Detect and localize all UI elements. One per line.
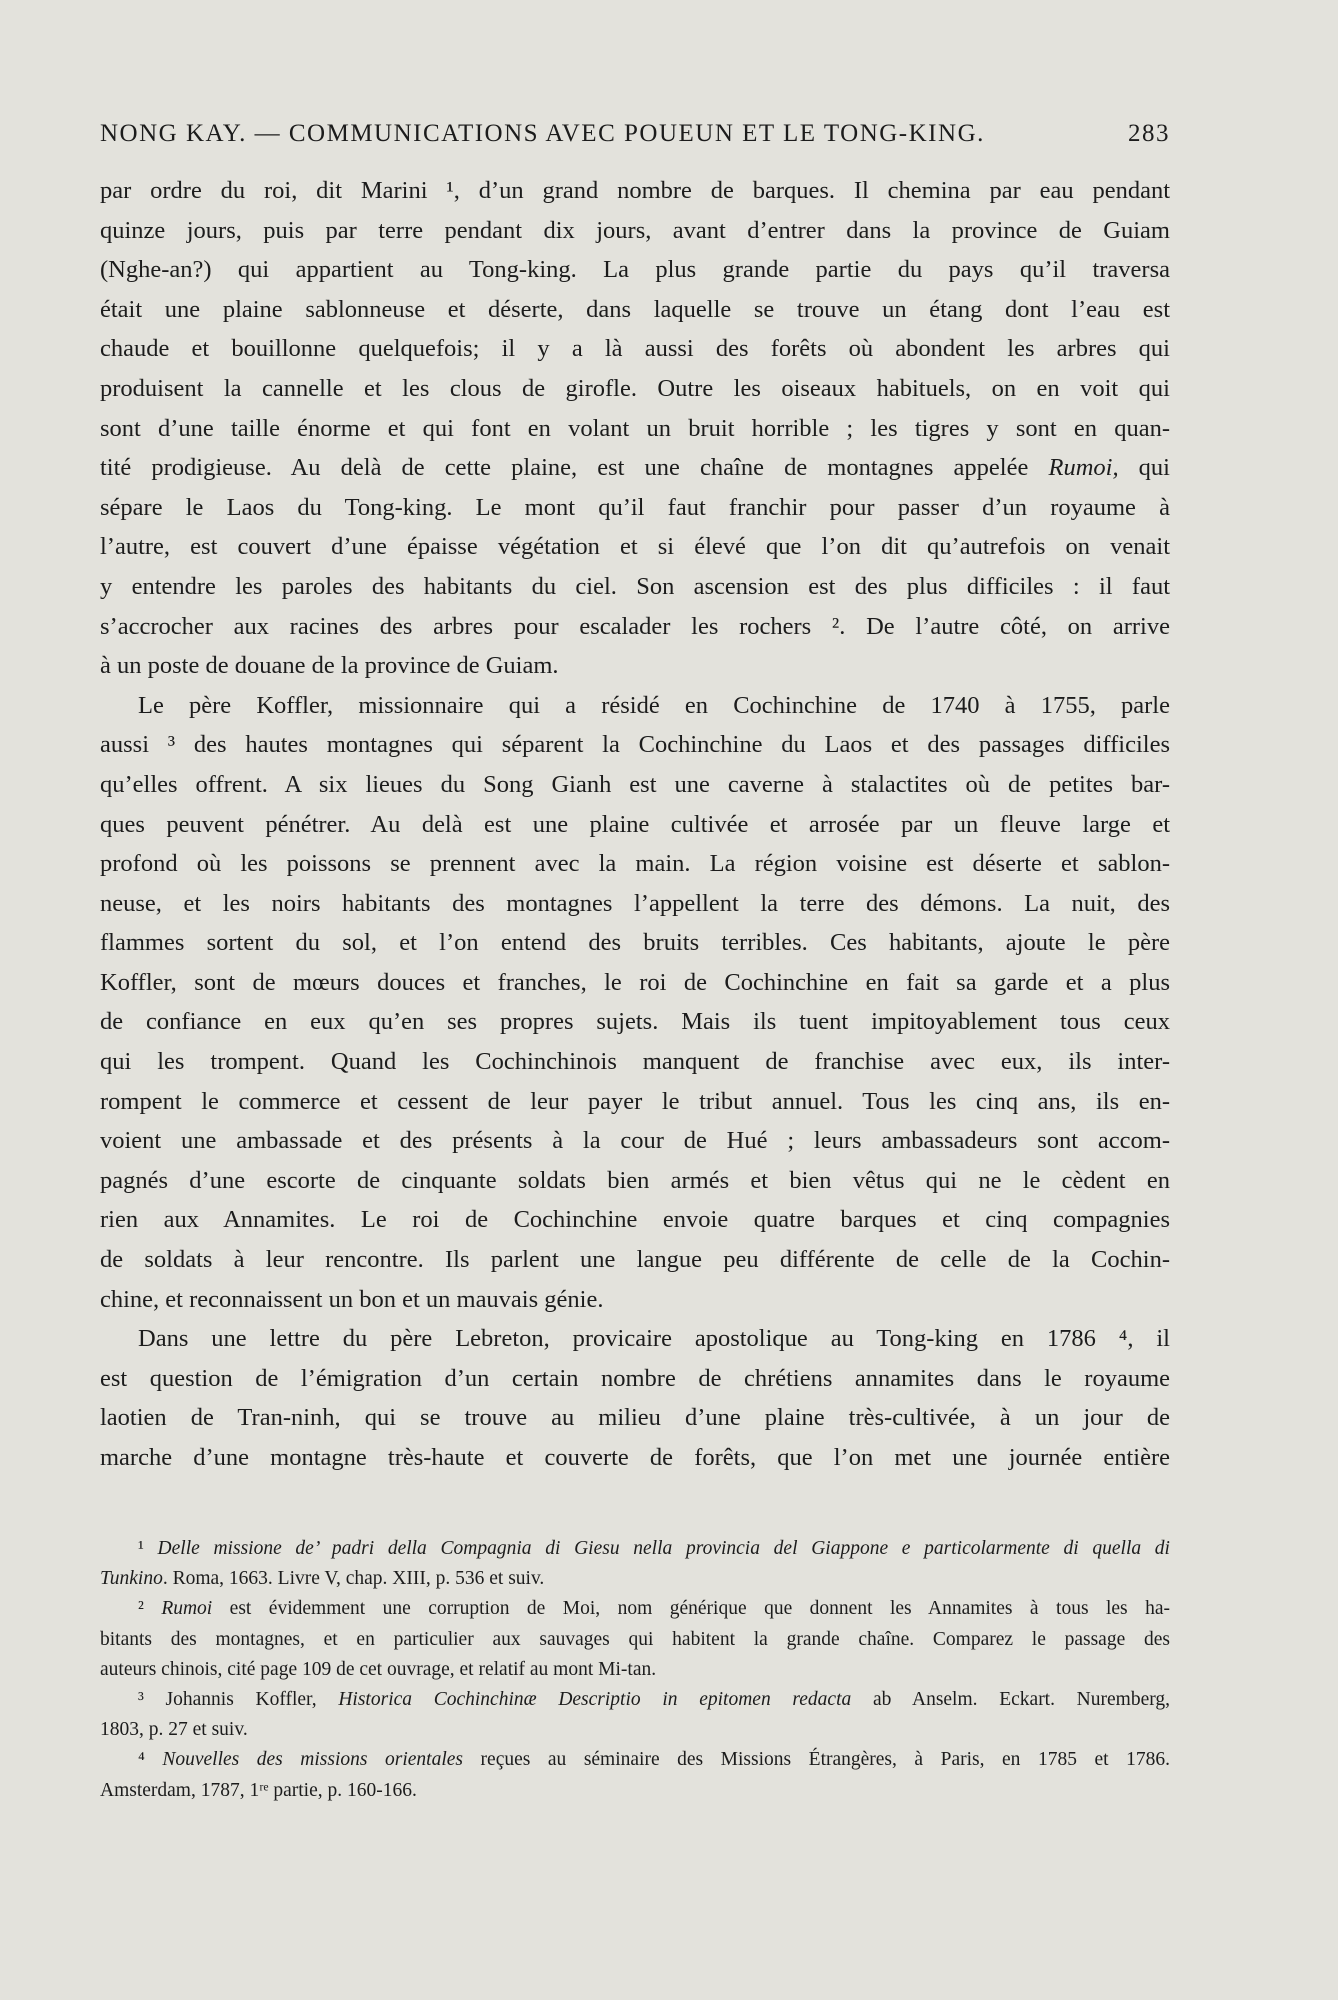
text-segment: à un poste de douane de la province de Guiam.	[100, 652, 559, 680]
italic-text: Rumoi,	[1048, 454, 1119, 482]
body-line	[100, 1398, 1170, 1438]
italic-text: Delle missione de’ padri della Compagnia di Giesu nella provincia del Giappone e particolarmente di quella di	[157, 1538, 1170, 1559]
italic-text: Nouvelles des missions orientales	[162, 1749, 464, 1771]
body-line	[100, 1359, 1170, 1399]
text-segment: 1803, p. 27 et suiv.	[100, 1719, 248, 1741]
body-line	[100, 211, 1170, 251]
body-line	[100, 250, 1170, 290]
text-segment: chine, et reconnaissent un bon et un mauvais génie.	[100, 1285, 604, 1313]
body-line	[100, 1042, 1170, 1082]
text-segment: . Roma, 1663. Livre V, chap. XIII, p. 536 et suiv.	[162, 1568, 545, 1590]
text-segment: est évidemment une corruption de Moi, nom générique que donnent les Annamites à tous les ha-	[212, 1598, 1170, 1620]
body-line	[100, 884, 1170, 924]
text-segment: Amsterdam, 1787, 1ʳᵉ partie, p. 160-166.	[100, 1779, 417, 1801]
running-header	[100, 114, 1170, 154]
body-line	[100, 963, 1170, 1003]
text-segment: chaude et bouillonne quelquefois; il y a là aussi des forêts où abondent les arbres qui	[100, 335, 1170, 363]
body-line	[100, 1319, 1170, 1359]
body-line	[100, 923, 1170, 963]
text-segment: profond où les poissons se prennent avec la main. La région voisine est déserte et sablon-	[100, 850, 1170, 878]
body-line	[100, 646, 1170, 686]
text-segment: pagnés d’une escorte de cinquante soldats bien armés et bien vêtus qui ne le cèdent en	[100, 1166, 1170, 1194]
footnote-paragraph	[100, 1685, 1170, 1745]
text-segment: rien aux Annamites. Le roi de Cochinchine envoie quatre barques et cinq compagnies	[100, 1206, 1170, 1234]
footnote-paragraph	[100, 1594, 1170, 1685]
text-segment: était une plaine sablonneuse et déserte, dans laquelle se trouve un étang dont l’eau est	[100, 295, 1170, 323]
page-number: 283	[1128, 120, 1170, 147]
text-segment: l’autre, est couvert d’une épaisse végétation et si élevé que l’on dit qu’autrefois on venait	[100, 533, 1170, 561]
text-segment: de soldats à leur rencontre. Ils parlent une langue peu différente de celle de la Cochin-	[100, 1246, 1170, 1274]
body-line	[100, 1200, 1170, 1240]
body-line	[100, 1002, 1170, 1042]
text-segment: ab Anselm. Eckart. Nuremberg,	[851, 1688, 1171, 1710]
text-segment: (Nghe-an?) qui appartient au Tong-king. La plus grande partie du pays qu’il traversa	[100, 256, 1170, 284]
text-segment: rompent le commerce et cessent de leur payer le tribut annuel. Tous les cinq ans, ils en-	[100, 1087, 1170, 1115]
body-paragraph	[100, 686, 1170, 1320]
italic-text: Historica Cochinchinæ Descriptio in epitomen redacta	[338, 1688, 852, 1710]
footnotes	[100, 1534, 1170, 1806]
text-segment: qu’elles offrent. A six lieues du Song Gianh est une caverne à stalactites où de petites bar-	[100, 770, 1170, 798]
italic-text: Tunkino	[100, 1568, 163, 1590]
text-segment: voient une ambassade et des présents à la cour de Hué ; leurs ambassadeurs sont accom-	[100, 1127, 1170, 1155]
body-paragraph	[100, 171, 1170, 686]
body-line	[100, 1082, 1170, 1122]
body-line	[100, 329, 1170, 369]
text-segment: auteurs chinois, cité page 109 de cet ouvrage, et relatif au mont Mi-tan.	[100, 1658, 657, 1680]
text-segment: sont d’une taille énorme et qui font en volant un bruit horrible ; les tigres y sont en quan-	[100, 414, 1170, 442]
text-segment: aussi ³ des hautes montagnes qui séparent la Cochinchine du Laos et des passages difficiles	[100, 731, 1170, 759]
text-segment: quinze jours, puis par terre pendant dix jours, avant d’entrer dans la province de Guiam	[100, 216, 1170, 244]
text-segment: Dans une lettre du père Lebreton, provicaire apostolique au Tong-king en 1786 ⁴, il	[138, 1325, 1170, 1353]
footnote-paragraph	[100, 1534, 1170, 1594]
body-line	[100, 1280, 1170, 1320]
body-line	[100, 488, 1170, 528]
text-segment: par ordre du roi, dit Marini ¹, d’un grand nombre de barques. Il chemina par eau pendant	[100, 177, 1170, 204]
text-segment: flammes sortent du sol, et l’on entend des bruits terribles. Ces habitants, ajoute le père	[100, 929, 1170, 957]
footnote-line	[100, 1594, 1170, 1624]
body-line	[100, 765, 1170, 805]
text-segment: est question de l’émigration d’un certain nombre de chrétiens annamites dans le royaume	[100, 1364, 1170, 1392]
text-segment: qui	[1118, 454, 1170, 482]
body-line	[100, 567, 1170, 607]
text-segment: ⁴	[138, 1749, 163, 1771]
text-segment: s’accrocher aux racines des arbres pour escalader les rochers ². De l’autre côté, on arrive	[100, 612, 1170, 640]
italic-text: Rumoi	[161, 1598, 213, 1620]
text-segment: Koffler, sont de mœurs douces et franches, le roi de Cochinchine en fait sa garde et a plus	[100, 968, 1170, 996]
body-line	[100, 527, 1170, 567]
text-segment: laotien de Tran-ninh, qui se trouve au milieu d’une plaine très-cultivée, à un jour de	[100, 1404, 1170, 1432]
text-segment: marche d’une montagne très-haute et couverte de forêts, que l’on met une journée entière	[100, 1444, 1170, 1471]
body-line	[100, 290, 1170, 330]
text-segment: reçues au séminaire des Missions Étrangères, à Paris, en 1785 et 1786.	[463, 1749, 1170, 1771]
footnote-line	[100, 1776, 1170, 1806]
text-segment: sépare le Laos du Tong-king. Le mont qu’il faut franchir pour passer d’un royaume à	[100, 493, 1170, 521]
body-line	[100, 171, 1170, 211]
footnote-line	[100, 1655, 1170, 1685]
body-line	[100, 369, 1170, 409]
footnote-line	[100, 1685, 1170, 1715]
footnote-line	[100, 1625, 1170, 1655]
text-segment: de confiance en eux qu’en ses propres sujets. Mais ils tuent impitoyablement tous ceux	[100, 1008, 1170, 1036]
text-segment: produisent la cannelle et les clous de girofle. Outre les oiseaux habituels, on en voit qui	[100, 374, 1170, 402]
body-line	[100, 409, 1170, 449]
footnote-line	[100, 1534, 1170, 1564]
body-paragraph	[100, 1319, 1170, 1477]
body-line	[100, 1121, 1170, 1161]
body-line	[100, 844, 1170, 884]
text-segment: Le père Koffler, missionnaire qui a résidé en Cochinchine de 1740 à 1755, parle	[138, 691, 1170, 719]
body-line	[100, 1161, 1170, 1201]
text-segment: ques peuvent pénétrer. Au delà est une plaine cultivée et arrosée par un fleuve large et	[100, 810, 1170, 838]
text-segment: y entendre les paroles des habitants du ciel. Son ascension est des plus difficiles : il faut	[100, 572, 1170, 600]
body-text	[100, 171, 1170, 1478]
running-title: NONG KAY. — COMMUNICATIONS AVEC POUEUN ET LE TONG-KING.	[100, 120, 985, 147]
text-segment: ¹	[138, 1538, 158, 1559]
body-line	[100, 1240, 1170, 1280]
text-segment: ²	[138, 1598, 162, 1620]
body-line	[100, 805, 1170, 845]
text-segment: neuse, et les noirs habitants des montagnes l’appellent la terre des démons. La nuit, des	[100, 889, 1170, 917]
footnote-line	[100, 1715, 1170, 1745]
body-line	[100, 607, 1170, 647]
footnote-line	[100, 1745, 1170, 1775]
body-line	[100, 686, 1170, 726]
footnote-paragraph	[100, 1745, 1170, 1805]
text-segment: ³ Johannis Koffler,	[138, 1688, 339, 1710]
body-line	[100, 725, 1170, 765]
footnote-line	[100, 1564, 1170, 1594]
text-segment: tité prodigieuse. Au delà de cette plaine, est une chaîne de montagnes appelée	[100, 454, 1049, 482]
text-segment: qui les trompent. Quand les Cochinchinois manquent de franchise avec eux, ils inter-	[100, 1048, 1170, 1076]
text-segment: bitants des montagnes, et en particulier aux sauvages qui habitent la grande chaîne. Comparez le passage des	[100, 1628, 1170, 1650]
body-line	[100, 1438, 1170, 1478]
body-line	[100, 448, 1170, 488]
